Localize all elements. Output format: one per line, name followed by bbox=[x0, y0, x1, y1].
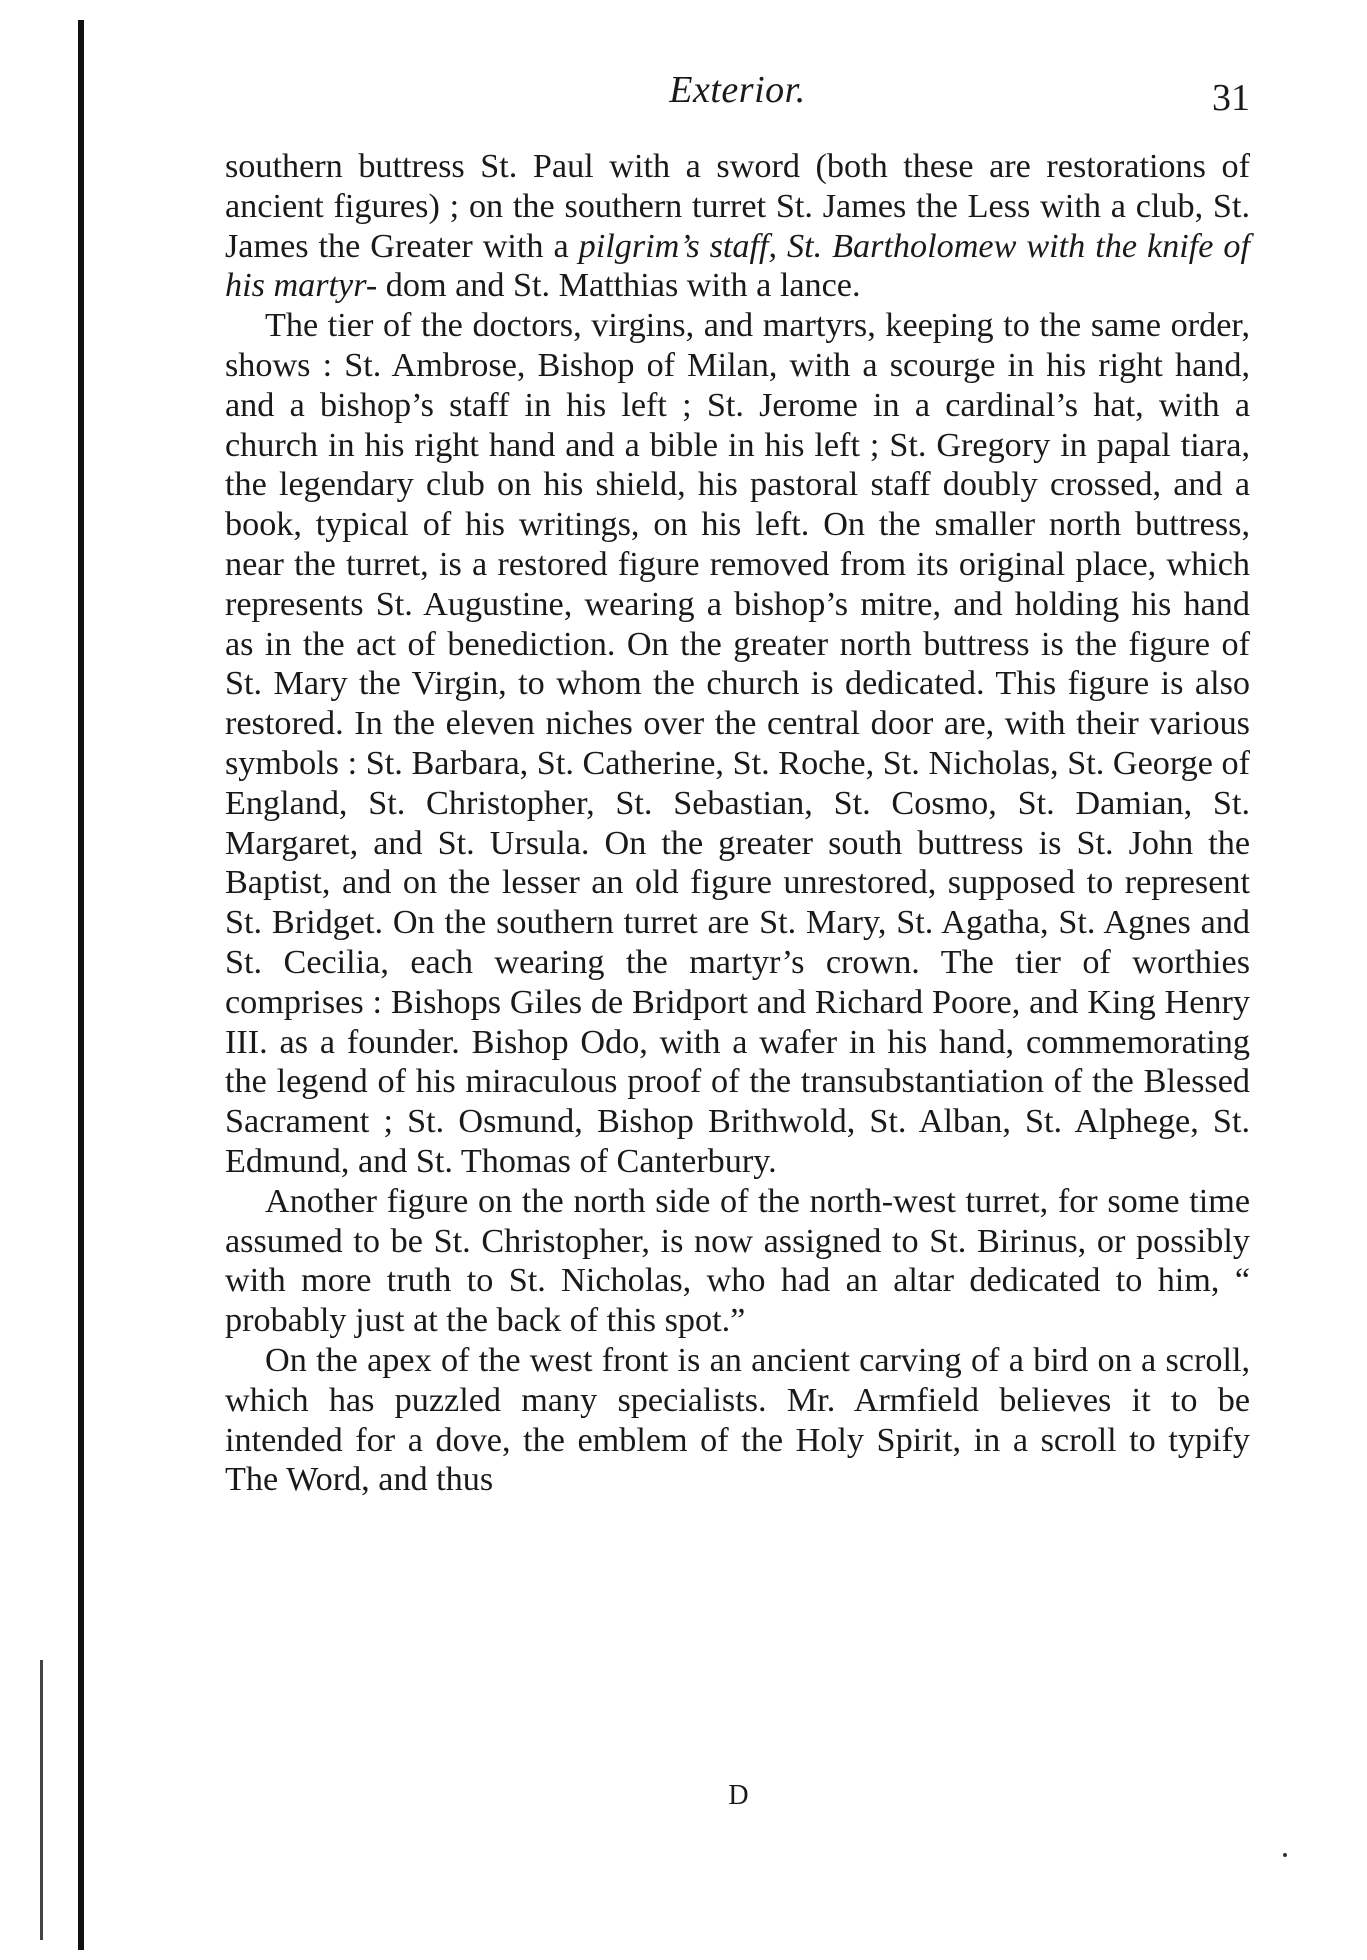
paragraph: Another figure on the north side of the north-west turret, for some time assumed to be St. Christopher, is now assigned to St. Birinus, or possibly with more truth to St. Nicholas, who had an altar dedicated to him, “ probably just at the back of this spot.” bbox=[225, 1182, 1250, 1340]
paragraph-text-end: dom and St. Matthias with a lance. bbox=[385, 267, 861, 305]
running-title: Exterior. bbox=[669, 69, 806, 111]
paragraph-continued bbox=[225, 147, 1250, 306]
scan-speck bbox=[1283, 1853, 1287, 1857]
body-text bbox=[225, 147, 1250, 1500]
paragraph: The tier of the doctors, virgins, and martyrs, keeping to the same order, shows : St. Ambrose, Bishop of Milan, with a scourge in his right hand, and a bishop’s staff in his left ; St. Jerome in a cardinal’s hat, with a church in his right hand and a bible in his left ; St. Gregory in papal tiara, the legendary club on his shield, his pastoral staff doubly crossed, and a book, typical of his writings, on his left. On the smaller north buttress, near the turret, is a restored figure removed from its original place, which represents St. Augustine, wearing a bishop’s mitre, and holding his hand as in the act of benediction. On the greater north buttress is the figure of St. Mary the Virgin, to whom the church is dedicated. This figure is also restored. In the eleven niches over the central door are, with their various symbols : St. Barbara, St. Catherine, St. Roche, St. Nicholas, St. George of England, St. Christopher, St. Sebastian, St. Cosmo, St. Damian, St. Margaret, and St. Ursula. On the greater south buttress is St. John the Baptist, and on the lesser an old figure unrestored, supposed to represent St. Bridget. On the southern turret are St. Mary, St. Agatha, St. Agnes and St. Cecilia, each wearing the martyr’s crown. The tier of worthies comprises : Bishops Giles de Bridport and Richard Poore, and King Henry III. as a founder. Bishop Odo, with a wafer in his hand, commemorating the legend of his miraculous proof of the transubstantiation of the Blessed Sacrament ; St. Osmund, Bishop Brithwold, St. Alban, St. Alphege, St. Edmund, and St. Thomas of Canterbury. bbox=[225, 307, 1250, 1180]
binding-edge bbox=[78, 20, 84, 1950]
paragraph-italic-text: pilgrim’s staff, St. Bartholomew with the knife of his martyr- bbox=[225, 227, 1251, 305]
running-head bbox=[225, 68, 1250, 128]
page-number: 31 bbox=[1212, 77, 1250, 119]
signature-mark: D bbox=[728, 1780, 749, 1811]
paragraph-text: southern buttress St. Paul with a sword (both these are restorations of ancient figures) ; on the southern turret St. James the Less with a club, St. James the Greater with a bbox=[225, 148, 1250, 265]
paragraph: On the apex of the west front is an ancient carving of a bird on a scroll, which has puzzled many specialists. Mr. Armfield believes it to be intended for a dove, the emblem of the Holy Spirit, in a scroll to typify The Word, and thus bbox=[225, 1341, 1250, 1499]
